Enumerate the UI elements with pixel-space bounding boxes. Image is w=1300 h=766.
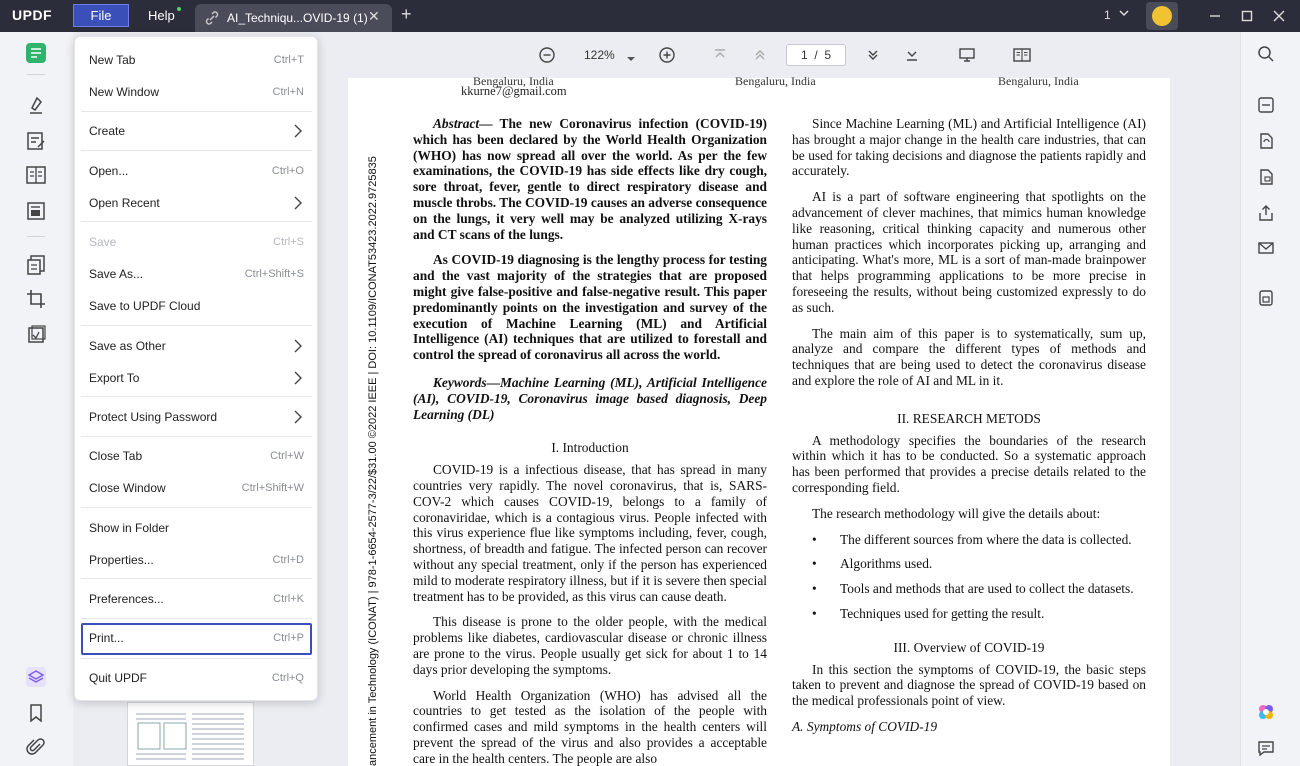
chevron-down-icon[interactable] (1117, 6, 1131, 25)
crop-icon[interactable] (25, 288, 47, 310)
pdf-page (348, 74, 1170, 766)
minimize-icon[interactable] (1203, 4, 1227, 28)
menu-item-quit[interactable]: Quit UPDF Ctrl+Q (89, 671, 304, 685)
body-paragraph: COVID-19 is a infectious disease, that has spread in many countries very rapidly. The novel coronavirus, that is, SARS-COV-2 which causes COVID-19, belongs to a family of coronaviridae, which is a contagious virus. People infected with this virus experience flue like symptoms including, fever, cough, shortness, of breadth and fatigue. The infected person can recover without any special treatment, only if the person has experienced mild to moderate respiratory illness, but if it is severe then special treatment has to be provided, as this virus can cause death. (413, 462, 767, 604)
bullet-list (812, 532, 1146, 622)
chevron-right-icon (292, 339, 304, 358)
chevron-right-icon (292, 410, 304, 429)
body-paragraph: AI is a part of software engineering that spotlights on the advancement of clever machines, that mimics human knowledge like reasoning, critical thinking capacity and numerous other human practices which incorporates picking up, arranging and anticipating. What's more, ML is a sort of man-made brainpower that helps programming applications to be more precise in foreseeing the results, without being customized expressly to do as such. (792, 189, 1146, 315)
menu-item-new-tab[interactable]: New Tab Ctrl+T (89, 53, 304, 67)
previous-page-icon[interactable] (751, 46, 769, 64)
menu-divider (81, 111, 312, 112)
section-heading: I. Introduction (551, 440, 629, 456)
menu-divider (81, 396, 312, 397)
search-icon[interactable] (1257, 45, 1275, 63)
rail-divider (27, 74, 45, 75)
author-affiliation: Bengaluru, India (735, 74, 816, 88)
close-tab-icon[interactable]: ✕ (368, 8, 380, 24)
bookmark-icon[interactable] (25, 702, 47, 724)
body-paragraph: World Health Organization (WHO) has advised all the countries to get tested as the isolation of the people with confirmed cases and mild symptoms in the health centers will prevent the spread of the virus and also provides a acceptable care in the health centers. The people are also (413, 687, 767, 766)
comment-icon[interactable] (1257, 739, 1275, 757)
abstract-paragraph: Abstract— The new Coronavirus infection (COVID-19) which has been declared by the World Health Organization (WHO) has now spread all over the world. As per the few examinations, the COVID-19 has side effects like dry cough, sore throat, fever, gentle to direct respiratory disease and muscle throbs. The COVID-19 causes an adverse consequence on the lungs, it very well may be analyzed utilizing X-rays and CT scans of the lungs. (413, 116, 767, 242)
edit-pdf-icon[interactable] (25, 130, 47, 152)
menu-item-preferences[interactable]: Preferences... Ctrl+K (89, 592, 304, 606)
file-menu-button[interactable]: File (73, 4, 129, 27)
menu-item-save-to-cloud[interactable]: Save to UPDF Cloud (89, 299, 201, 313)
user-avatar[interactable] (1146, 2, 1178, 30)
menu-item-print[interactable]: Print... Ctrl+P (81, 623, 312, 655)
menu-item-create[interactable]: Create (81, 116, 312, 146)
left-tool-rail (0, 32, 73, 766)
body-paragraph: This disease is prone to the older people, with the medical problems like diabetes, cardiovascular disease or chronic illness are prone to the virus. People usually get sick for about 1 to 14 days prior developing the symptoms. (413, 614, 767, 677)
link-icon (204, 10, 220, 29)
chevron-right-icon (292, 371, 304, 390)
rail-divider (27, 236, 45, 237)
menu-item-open-recent[interactable]: Open Recent (81, 188, 312, 218)
menu-item-properties[interactable]: Properties... Ctrl+D (89, 553, 304, 567)
menu-item-save-as-other[interactable]: Save as Other (81, 331, 312, 361)
section-heading: III. Overview of COVID-19 (893, 639, 1045, 655)
presentation-icon[interactable] (958, 46, 976, 64)
menu-divider (81, 578, 312, 579)
zoom-level[interactable]: 122% (584, 48, 615, 62)
menu-item-save-as[interactable]: Save As... Ctrl+Shift+S (89, 267, 304, 281)
view-toolbar (318, 32, 1240, 78)
email-icon[interactable] (1257, 239, 1275, 257)
menu-item-protect-password[interactable]: Protect Using Password (81, 402, 312, 432)
doi-margin-text: ancement in Technology (ICONAT) | 978-1-6654-2577-3/22/$31.00 ©2022 IEEE | DOI: 10.1109/ICONAT53423.2022.9725835 (367, 156, 379, 766)
ai-assistant-icon[interactable] (1257, 703, 1275, 721)
list-item: • Techniques used for getting the result. (812, 606, 1146, 622)
subsection-heading: A. Symptoms of COVID-19 (792, 718, 938, 734)
file-menu (74, 36, 318, 701)
author-email: kkurne7@gmail.com (461, 84, 567, 98)
menu-divider (81, 507, 312, 508)
right-tool-rail (1240, 32, 1300, 766)
next-page-icon[interactable] (864, 46, 882, 64)
highlighter-icon[interactable] (25, 94, 47, 116)
menu-item-close-tab[interactable]: Close Tab Ctrl+W (89, 449, 304, 463)
new-tab-icon[interactable]: + (401, 4, 412, 24)
keywords-paragraph: Keywords—Machine Learning (ML), Artificial Intelligence (AI), COVID-19, Coronavirus image based diagnosis, Deep Learning (DL) (413, 374, 767, 422)
attachment-icon[interactable] (25, 736, 47, 758)
document-tab[interactable] (195, 4, 392, 32)
left-column (413, 116, 767, 766)
updf-logo: UPDF (12, 7, 53, 23)
share-icon[interactable] (1257, 204, 1275, 222)
menu-item-new-window[interactable]: New Window Ctrl+N (89, 85, 304, 99)
organize-pages-icon[interactable] (25, 164, 47, 186)
menu-item-close-window[interactable]: Close Window Ctrl+Shift+W (89, 481, 304, 495)
zoom-out-icon[interactable] (538, 46, 556, 64)
layers-icon[interactable] (25, 666, 47, 688)
menu-divider (81, 221, 312, 222)
menu-divider (81, 618, 312, 619)
body-paragraph: The main aim of this paper is to systematically, sum up, analyze and compare the different types of methods and techniques that are being used to detect the coronavirus disease and explore the role of AI and ML in it. (792, 325, 1146, 388)
protect-file-icon[interactable] (1257, 168, 1275, 186)
abstract-paragraph: As COVID-19 diagnosing is the lengthy process for testing and the vast majority of the strategies that are proposed might give false-positive and false-negative result. This paper predominantly points on the investigation and survey of the execution of Machine Learning (ML) and Artificial Intelligence (AI) techniques that are utilized to forestall and control the spread of coronavirus all across the world. (413, 252, 767, 363)
maximize-icon[interactable] (1235, 4, 1259, 28)
list-item: • The different sources from where the data is collected. (812, 532, 1146, 548)
convert-pdf-icon[interactable] (25, 254, 47, 276)
menu-item-show-in-folder[interactable]: Show in Folder (89, 521, 170, 535)
right-column (792, 116, 1146, 735)
menu-divider (81, 150, 312, 151)
help-menu-button[interactable]: Help (148, 8, 175, 23)
menu-divider (81, 436, 312, 437)
first-page-icon[interactable] (711, 46, 729, 64)
window-count[interactable]: 1 (1104, 8, 1111, 22)
compress-icon[interactable] (25, 324, 47, 346)
last-page-icon[interactable] (903, 46, 921, 64)
author-affiliation: Bengaluru, India (998, 74, 1079, 88)
menu-item-export-to[interactable]: Export To (81, 363, 312, 393)
section-heading: II. RESEARCH METODS (897, 410, 1041, 426)
list-item: • Tools and methods that are used to collect the datasets. (812, 581, 1146, 597)
page-number-input[interactable]: 1 / 5 (786, 44, 846, 66)
page-display-icon[interactable] (1013, 46, 1031, 64)
body-paragraph: In this section the symptoms of COVID-19, the basic steps taken to prevent and diagnose the spread of COVID-19 based on the medical professionals point of view. (792, 661, 1146, 709)
form-icon[interactable] (25, 200, 47, 222)
save-icon[interactable] (1257, 289, 1275, 307)
list-item: • Algorithms used. (812, 556, 1146, 572)
close-window-icon[interactable] (1267, 4, 1291, 28)
body-paragraph: The research methodology will give the details about: (812, 505, 1101, 521)
title-bar (0, 0, 1300, 32)
convert-file-icon[interactable] (1257, 132, 1275, 150)
menu-item-open[interactable]: Open... Ctrl+O (89, 164, 304, 178)
author-affiliation: Bengaluru, India (473, 74, 554, 88)
chevron-right-icon (292, 124, 304, 143)
zoom-in-icon[interactable] (658, 46, 676, 64)
menu-divider (81, 658, 312, 659)
tab-title: AI_Techniqu...OVID-19 (1) (227, 11, 368, 25)
zoom-dropdown-icon[interactable] (626, 50, 636, 68)
menu-divider (81, 325, 312, 326)
ocr-icon[interactable] (1257, 96, 1275, 114)
notification-dot (177, 7, 181, 11)
menu-item-save[interactable]: Save Ctrl+S (89, 235, 304, 249)
body-paragraph: A methodology specifies the boundaries of the research within which it has to be conducted. So a systematic approach has been performed that provides a precise details related to the corresponding field. (792, 432, 1146, 495)
reader-mode-icon[interactable] (25, 42, 47, 64)
page-thumbnail[interactable] (127, 702, 254, 766)
body-paragraph: Since Machine Learning (ML) and Artificial Intelligence (AI) has brought a major change in the health care industries, that can be used for taking decisions and diagnose the patients rapidly and accurately. (792, 116, 1146, 179)
chevron-right-icon (292, 196, 304, 215)
